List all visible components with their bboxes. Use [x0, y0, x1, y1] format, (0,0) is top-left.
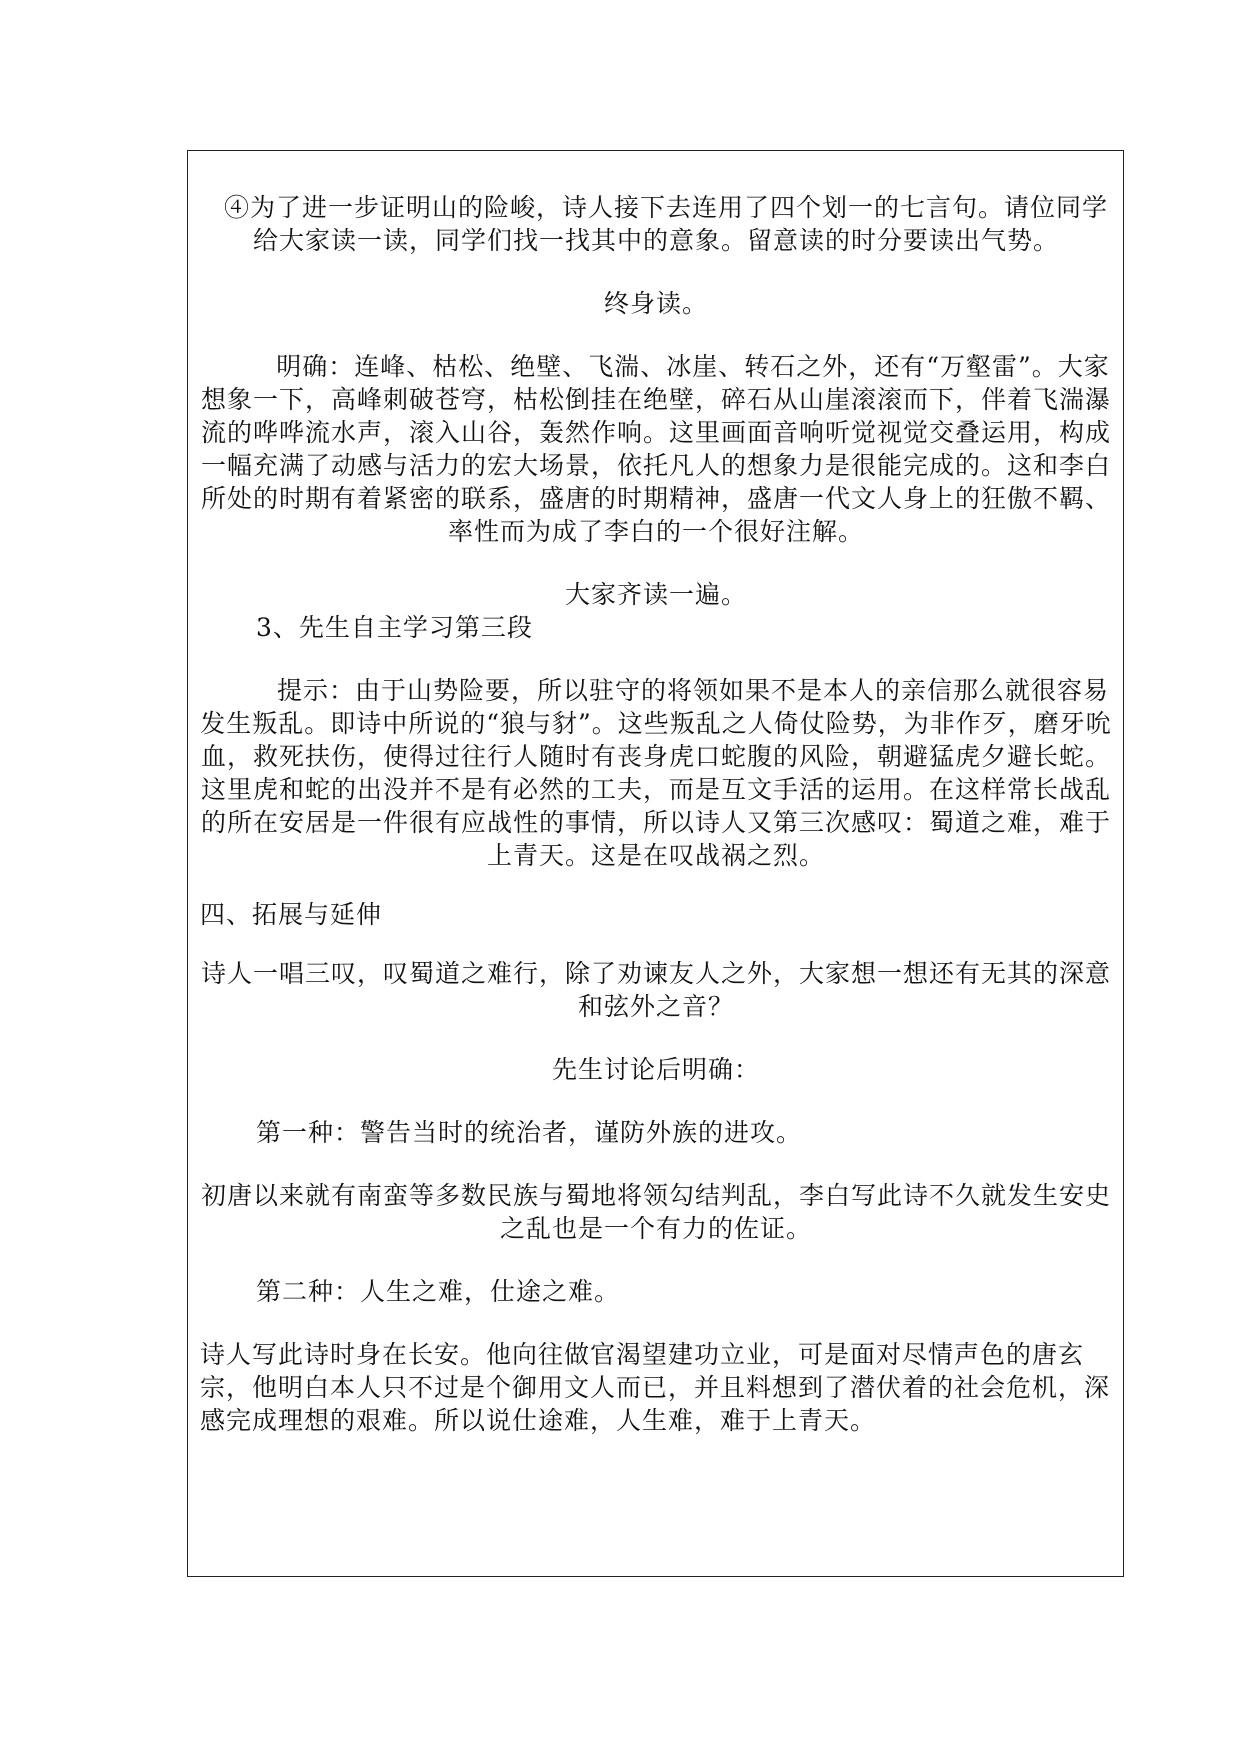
section-heading-extension: 四、拓展与延伸	[200, 900, 383, 929]
paragraph-discussion: 先生讨论后明确：	[551, 1055, 760, 1084]
paragraph-read-together: 大家齐读一遍。	[564, 580, 747, 609]
paragraph-imagery-explanation: 明确：连峰、枯松、绝壁、飞湍、冰崖、转石之外，还有“万壑雷”。大家想象一下，高峰刺破苍穹，枯松倒挂在绝壁，碎石从山崖滚滚而下，伴着飞湍瀑流的哗哗流水声，滚入山谷，轰然作响。这里画面音响听觉视觉交叠运用，构成一幅充满了动感与活力的宏大场景，依托凡人的想象力是很能完成的。这和李白所处的时期有着紧密的联系，盛唐的时期精神，盛唐一代文人身上的狂傲不羁、率性而为成了李白的一个很好注解。	[200, 352, 1111, 546]
document-frame	[187, 150, 1124, 1577]
document-body	[200, 191, 1112, 1437]
section-heading-third-stanza: 3、先生自主学习第三段	[256, 613, 533, 642]
paragraph-question: 诗人一唱三叹，叹蜀道之难行，除了劝谏友人之外，大家想一想还有无其的深意和弦外之音？	[200, 959, 1111, 1021]
paragraph-read-aloud: 终身读。	[603, 289, 708, 318]
paragraph-second-view-support: 诗人写此诗时身在长安。他向往做官渴望建功立业，可是面对尽情声色的唐玄宗，他明白本人只不过是个御用文人而已，并且料想到了潜伏着的社会危机，深感完成理想的艰难。所以说仕途难，人生难，难于上青天。	[200, 1340, 1111, 1435]
paragraph-hint: 提示：由于山势险要，所以驻守的将领如果不是本人的亲信那么就很容易发生叛乱。即诗中所说的“狼与豺”。这些叛乱之人倚仗险势，为非作歹，磨牙吮血，救死扶伤，使得过往行人随时有丧身虎口蛇腹的风险，朝避猛虎夕避长蛇。这里虎和蛇的出没并不是有必然的工夫，而是互文手活的运用。在这样常长战乱的所在安居是一件很有应战性的事情，所以诗人又第三次感叹：蜀道之难，难于上青天。这是在叹战祸之烈。	[200, 676, 1112, 870]
paragraph-second-view: 第二种：人生之难，仕途之难。	[256, 1277, 621, 1306]
paragraph-first-view-support: 初唐以来就有南蛮等多数民族与蜀地将领勾结判乱，李白写此诗不久就发生安史之乱也是一个有力的佐证。	[200, 1181, 1111, 1243]
paragraph-seven-character-lines: ④为了进一步证明山的险峻，诗人接下去连用了四个划一的七言句。请位同学给大家读一读，同学们找一找其中的意象。留意读的时分要读出气势。	[223, 193, 1108, 255]
paragraph-first-view: 第一种：警告当时的统治者，谨防外族的进攻。	[256, 1118, 803, 1147]
